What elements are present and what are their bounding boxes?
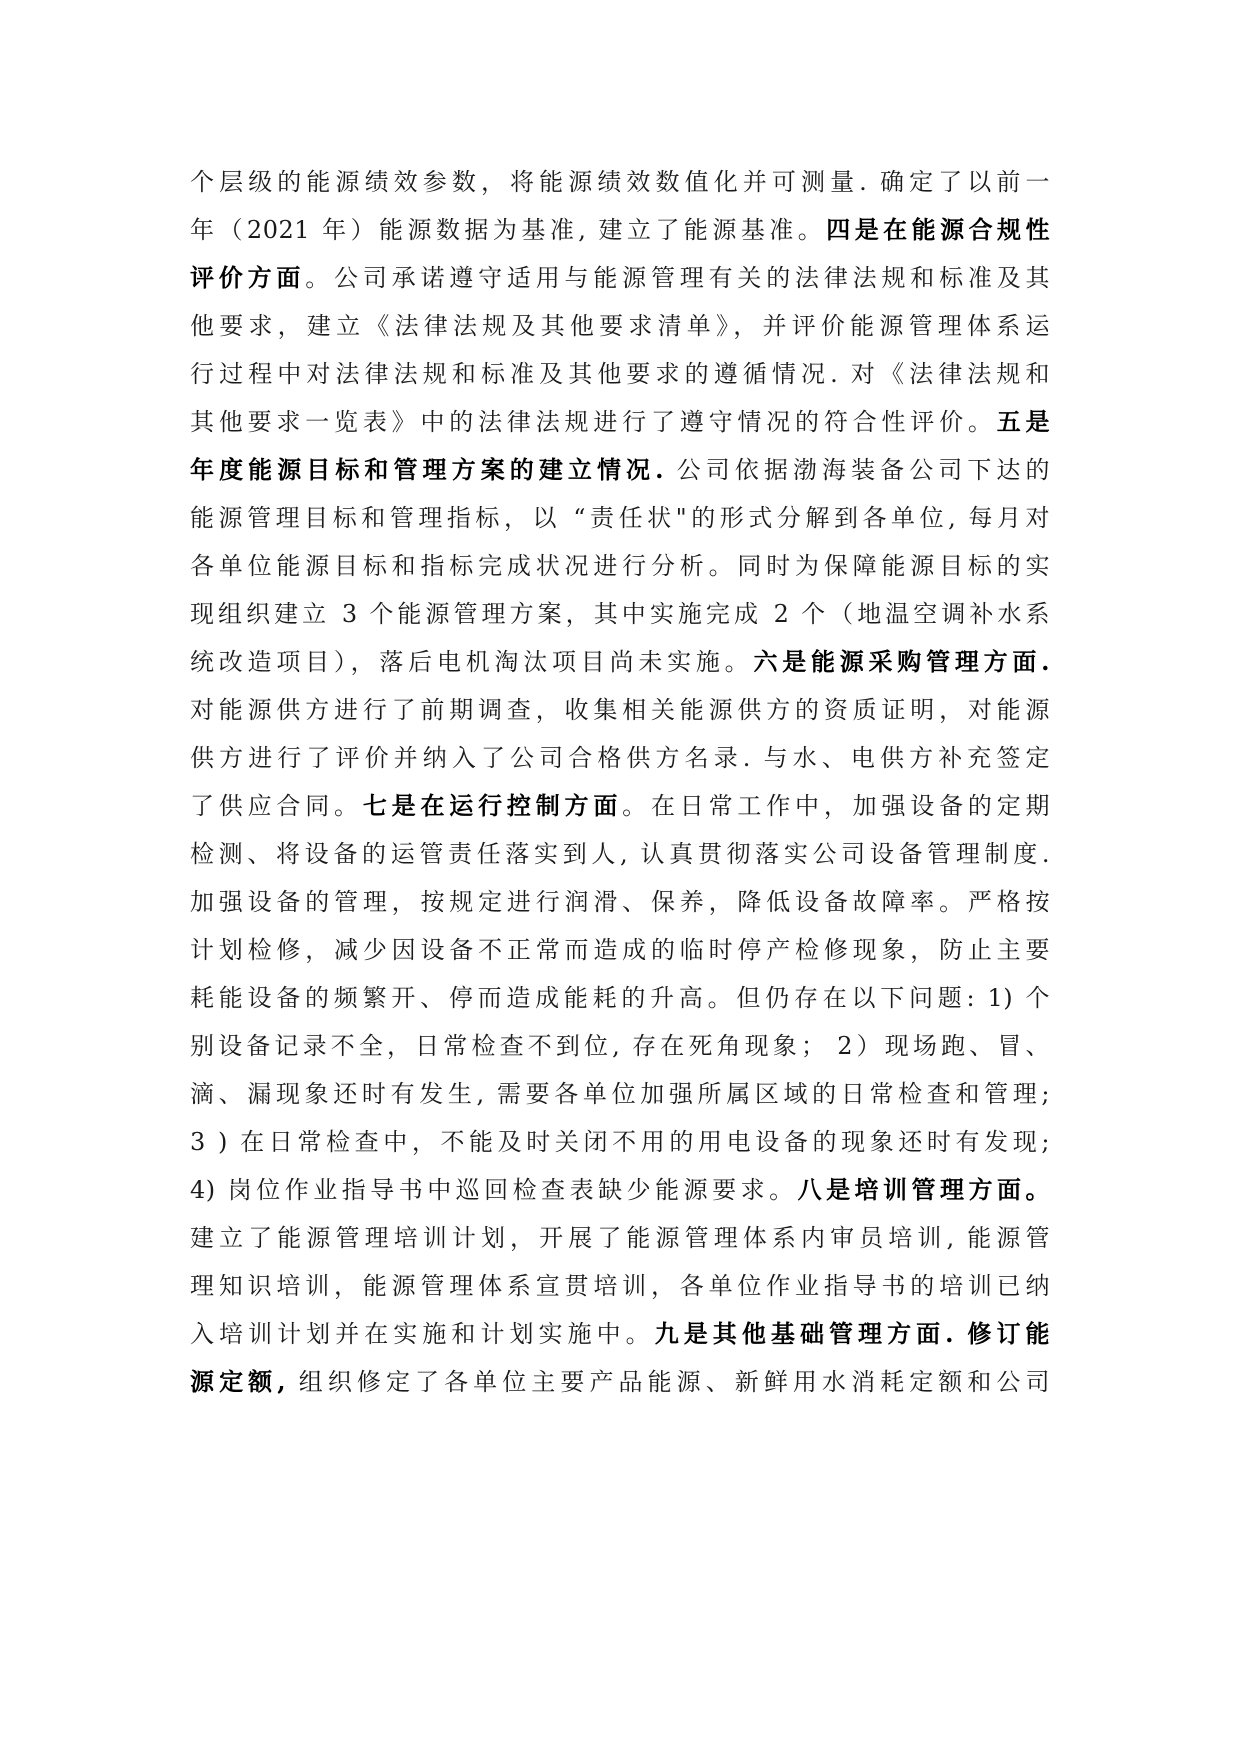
bold-heading-run: 评价方面 (190, 263, 306, 292)
text-line (190, 830, 1050, 878)
text-line (190, 734, 1050, 782)
text-run: 能源管理目标和管理指标，以 “责任状"的形式分解到各单位, 每月对 (190, 504, 1050, 532)
text-run: 对能源供方进行了前期调查，收集相关能源供方的资质证明，对能源 (190, 696, 1050, 724)
text-run: 3 ) 在日常检查中，不能及时关闭不用的用电设备的现象还时有发现; (190, 1128, 1050, 1156)
text-run: 行过程中对法律法规和标准及其他要求的遵循情况. 对《法律法规和 (190, 360, 1050, 388)
text-line (190, 1358, 1050, 1406)
text-run: 了供应合同。 (190, 792, 363, 820)
text-run: 入培训计划并在实施和计划实施中。 (190, 1320, 655, 1348)
text-run: 现组织建立 3 个能源管理方案，其中实施完成 2 个（地温空调补水系 (190, 600, 1050, 628)
text-run: 各单位能源目标和指标完成状况进行分析。同时为保障能源目标的实 (190, 552, 1050, 580)
bold-heading-run: 七是在运行控制方面 (362, 791, 623, 820)
text-line (190, 590, 1050, 638)
text-run: 公司依据渤海装备公司下达的 (663, 456, 1050, 484)
text-line (190, 1022, 1050, 1070)
text-line (190, 926, 1050, 974)
text-run: 滴、漏现象还时有发生, 需要各单位加强所属区域的日常检查和管理; (190, 1080, 1050, 1108)
text-run: 别设备记录不全，日常检查不到位, 存在死角现象； 2）现场跑、冒、 (190, 1032, 1050, 1060)
text-line (190, 1118, 1050, 1166)
text-run: 个层级的能源绩效参数，将能源绩效数值化并可测量. 确定了以前一 (190, 168, 1050, 196)
text-line (190, 446, 1050, 494)
bold-heading-run: 源定额, (190, 1367, 287, 1396)
text-run: 组织修定了各单位主要产品能源、新鲜用水消耗定额和公司 (286, 1368, 1050, 1396)
text-line (190, 974, 1050, 1022)
text-run: 他要求，建立《法律法规及其他要求清单》，并评价能源管理体系运 (190, 312, 1050, 340)
text-run: 4) 岗位作业指导书中巡回检查表缺少能源要求。 (190, 1176, 798, 1204)
text-line (190, 398, 1050, 446)
text-run: 年（2021 年）能源数据为基准, 建立了能源基准。 (190, 216, 827, 244)
text-line (190, 1166, 1050, 1214)
text-run: 理知识培训，能源管理体系宣贯培训，各单位作业指导书的培训已纳 (190, 1272, 1050, 1300)
text-line (190, 1214, 1050, 1262)
bold-heading-run: 八是培训管理方面。 (797, 1175, 1050, 1204)
text-run: 耗能设备的频繁开、停而造成能耗的升高。但仍存在以下问题: 1) 个 (190, 984, 1050, 1012)
text-line (190, 494, 1050, 542)
text-line (190, 158, 1050, 206)
bold-heading-run: 四是在能源合规性 (826, 215, 1050, 244)
text-line (190, 638, 1050, 686)
text-run: 加强设备的管理，按规定进行润滑、保养，降低设备故障率。严格按 (190, 888, 1050, 916)
text-run: 其他要求一览表》中的法律法规进行了遵守情况的符合性评价。 (190, 408, 997, 436)
text-line (190, 206, 1050, 254)
bold-heading-run: 六是能源采购管理方面. (753, 647, 1050, 676)
text-run: 。在日常工作中，加强设备的定期 (622, 792, 1050, 820)
text-line (190, 1070, 1050, 1118)
text-line (190, 302, 1050, 350)
text-line (190, 350, 1050, 398)
text-line (190, 782, 1050, 830)
text-line (190, 1262, 1050, 1310)
body-text (190, 158, 1050, 1406)
text-run: 建立了能源管理培训计划，开展了能源管理体系内审员培训, 能源管 (190, 1224, 1050, 1252)
text-run: 检测、将设备的运管责任落实到人, 认真贯彻落实公司设备管理制度. (190, 840, 1050, 868)
text-run: 。公司承诺遵守适用与能源管理有关的法律法规和标准及其 (305, 264, 1050, 292)
text-run: 统改造项目），落后电机淘汰项目尚未实施。 (190, 648, 754, 676)
text-line (190, 542, 1050, 590)
text-line (190, 686, 1050, 734)
text-line (190, 878, 1050, 926)
bold-heading-run: 九是其他基础管理方面. 修订能 (654, 1319, 1050, 1348)
bold-heading-run: 年度能源目标和管理方案的建立情况. (190, 455, 664, 484)
bold-heading-run: 五是 (996, 407, 1050, 436)
text-line (190, 254, 1050, 302)
text-line (190, 1310, 1050, 1358)
text-run: 供方进行了评价并纳入了公司合格供方名录. 与水、电供方补充签定 (190, 744, 1050, 772)
text-run: 计划检修，减少因设备不正常而造成的临时停产检修现象，防止主要 (190, 936, 1050, 964)
